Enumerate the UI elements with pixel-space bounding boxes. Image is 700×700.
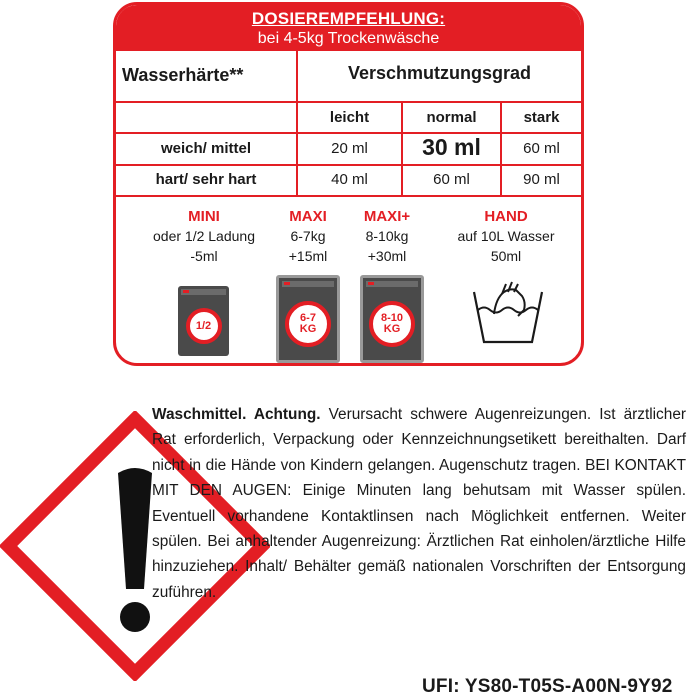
size-detail: auf 10L Wasser xyxy=(457,228,555,244)
size-name: MAXI+ xyxy=(363,208,411,225)
washing-machine-icon xyxy=(276,275,340,363)
warning-lead: Waschmittel. Achtung. xyxy=(152,406,321,423)
load-size-options xyxy=(116,200,581,366)
ufi-code: UFI: YS80-T05S-A00N-9Y92 xyxy=(422,676,673,697)
row-label: hart/ sehr hart xyxy=(155,171,257,188)
dose-value-highlight: 30 ml xyxy=(422,134,481,160)
size-maxi-plus xyxy=(342,208,432,266)
size-mini xyxy=(134,208,274,266)
size-name: MAXI xyxy=(289,208,327,225)
washing-machine-icon xyxy=(360,275,424,363)
warning-body: Verursacht schwere Augenreizungen. Ist ärztlicher Rat erforderlich, Verpackung oder Kennzeichnungsetikett bereithalten. Darf nicht in die Hände von Kindern gelangen. Augenschutz tragen. BEI KONTAKT MIT DEN AUGEN: Einige Minuten lang behutsam mit Wasser spülen. Eventuell vorhandene Kontaktlinsen nach Möglichkeit entfernen. Weiter spülen. Bei anhaltender Augenreizung: Ärztlichen Rat einholen/ärztliche Hilfe hinzuziehen. Inhalt/ Behälter gemäß nationalen Vorschriften der Entsorgung zuführen. xyxy=(152,406,686,601)
size-name: MINI xyxy=(188,208,220,225)
soiling-label: Verschmutzungsgrad xyxy=(347,63,532,83)
dose-value: 40 ml xyxy=(331,171,368,188)
size-name: HAND xyxy=(484,208,528,225)
row-label: weich/ mittel xyxy=(160,140,252,157)
load-badge-unit: KG xyxy=(299,323,317,335)
size-maxi xyxy=(268,208,348,266)
dosage-title: DOSIEREMPFEHLUNG: xyxy=(251,9,446,28)
dose-value: 90 ml xyxy=(523,171,560,188)
dosage-card xyxy=(113,2,584,366)
size-detail: 6-7kg xyxy=(290,228,326,244)
dose-value: 20 ml xyxy=(331,140,368,157)
load-badge-unit: KG xyxy=(383,323,401,335)
column-header: leicht xyxy=(329,109,370,126)
size-dose: +30ml xyxy=(367,248,407,264)
size-dose: -5ml xyxy=(190,248,218,264)
size-detail: oder 1/2 Ladung xyxy=(153,228,255,244)
load-badge-top: 6-7 xyxy=(300,312,316,324)
hazard-warning-text xyxy=(152,402,686,605)
size-detail: 8-10kg xyxy=(365,228,409,244)
load-badge-top: 8-10 xyxy=(380,312,404,324)
load-badge: 1/2 xyxy=(195,319,212,332)
dosage-header xyxy=(116,5,581,51)
washing-machine-icon xyxy=(178,286,229,356)
dosage-subtitle: bei 4-5kg Trockenwäsche xyxy=(257,30,440,47)
size-dose: 50ml xyxy=(490,248,522,264)
column-header: stark xyxy=(523,109,560,126)
dose-value: 60 ml xyxy=(433,171,470,188)
dose-value: 60 ml xyxy=(523,140,560,157)
column-header: normal xyxy=(426,109,477,126)
hand-wash-basin-icon xyxy=(470,280,546,350)
water-hardness-label: Wasserhärte** xyxy=(122,65,244,85)
size-dose: +15ml xyxy=(288,248,328,264)
size-hand xyxy=(436,208,576,266)
